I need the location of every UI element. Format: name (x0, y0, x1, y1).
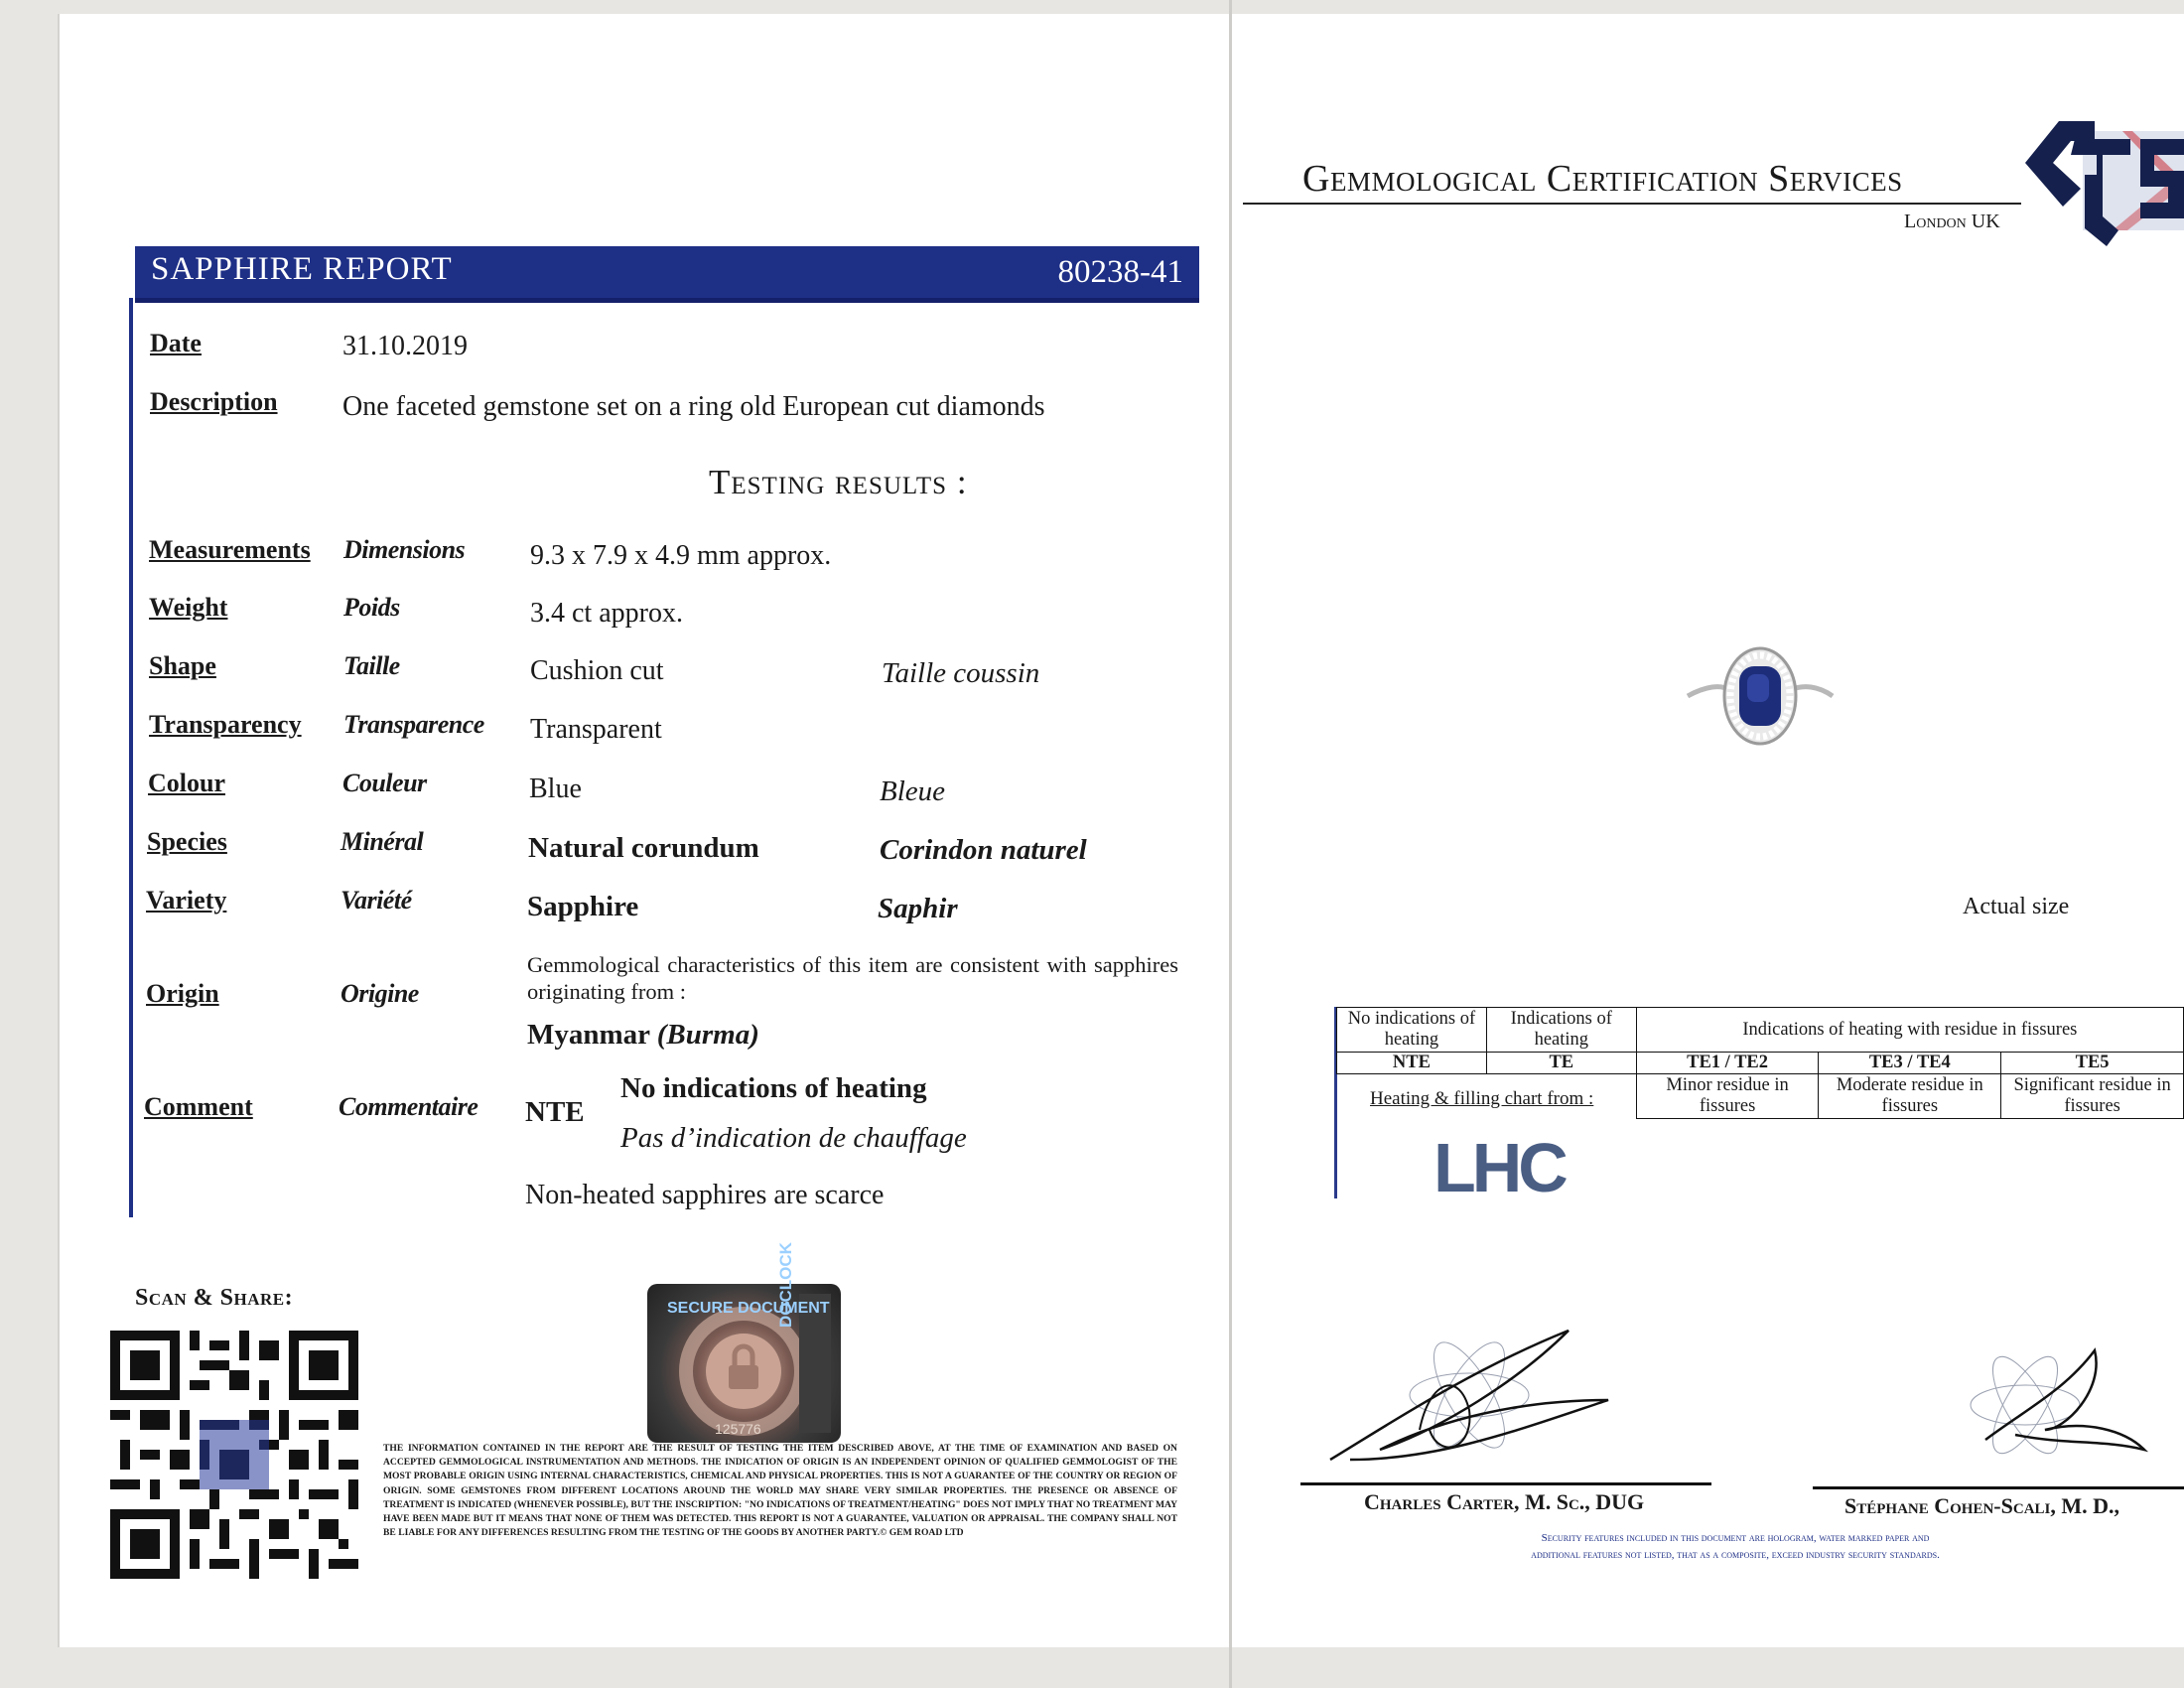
origin-text: Gemmological characteristics of this item are consistent with sapphires originating from : (527, 952, 1178, 1004)
lab-location: London UK (1904, 211, 2000, 232)
actual-size-label: Actual size (1963, 894, 2070, 919)
heat-chart-link[interactable]: Heating & filling chart from : (1370, 1088, 1594, 1109)
signatory-2-name: Stéphane Cohen-Scali, M. D., (1844, 1493, 2120, 1518)
comment-label-fr: Commentaire (339, 1092, 478, 1121)
origin-label-en: Origin (146, 979, 219, 1008)
heat-code-te3: TE3 / TE4 (1819, 1053, 2001, 1074)
report-header-bar (135, 246, 1199, 303)
row-label-en: Shape (149, 651, 216, 680)
row-value: 3.4 ct approx. (530, 598, 683, 629)
heat-code-te1: TE1 / TE2 (1636, 1053, 1819, 1074)
row-value-fr: Corindon naturel (880, 834, 1087, 866)
report-title: SAPPHIRE REPORT (151, 251, 453, 287)
row-label-fr: Variété (341, 886, 412, 914)
hologram-brand: DOCLOCK (776, 1242, 795, 1328)
origin-label-fr: Origine (341, 979, 419, 1008)
row-value: Cushion cut (530, 655, 664, 686)
heat-code-nte: NTE (1337, 1053, 1487, 1074)
signature-line-1 (1300, 1482, 1711, 1485)
row-value: Natural corundum (528, 832, 759, 864)
comment-code: NTE (525, 1096, 585, 1128)
heat-desc-minor: Minor residue in fissures (1636, 1074, 1819, 1119)
origin-country-name: Myanmar (527, 1019, 650, 1051)
row-label-en: Transparency (149, 710, 302, 739)
signature-cohen-scali (1946, 1331, 2164, 1479)
heat-desc-moderate: Moderate residue in fissures (1819, 1074, 2001, 1119)
testing-results-heading: Testing results : (709, 463, 968, 501)
report-number: 80238-41 (1057, 254, 1183, 290)
security-note: Security features included in this document are hologram, water marked paper and additional features not listed, that as a composite, exceed industry security standards. (1531, 1532, 1940, 1561)
row-label-en: Variety (146, 886, 227, 914)
row-label-fr: Dimensions (343, 535, 466, 564)
row-label-en: Measurements (149, 535, 311, 564)
row-value: Sapphire (527, 891, 639, 922)
row-value-fr: Saphir (878, 893, 958, 924)
row-value: Blue (529, 774, 582, 804)
row-label-fr: Transparence (343, 710, 484, 739)
heat-header-residue: Indications of heating with residue in fissures (1636, 1008, 2183, 1053)
lab-name: Gemmological Certification Services (1302, 158, 1903, 200)
disclaimer: THE INFORMATION CONTAINED IN THE REPORT ARE THE RESULT OF TESTING THE ITEM DESCRIBED ABOVE, AT THE TIME OF EXAMINATION AND BASED ON ACCEPTED GEMMOLOGICAL INSTRUMENTATION AND METHODS. THE INDICATION OF ORIGIN IS AN INDEPENDENT OPINION OF QUALIFIED GEMMOLOGIST OF THE MOST PROBABLE ORIGIN USING INTERNAL CHARACTERISTICS, CHEMICAL AND PHYSICAL PROPERTIES. THIS IS NOT A GUARANTEE OF THE COUNTRY OR REGION OF ORIGIN. SOME GEMSTONES FROM DIFFERENT LOCATIONS AROUND THE WORLD MAY SHARE VERY SIMILAR PROPERTIES. THE PRESENCE OR ABSENCE OF TREATMENT IS INDICATED (WHENEVER POSSIBLE), BUT THE INSCRIPTION: "NO INDICATIONS OF TREATMENT/HEATING" DOES NOT IMPLY THAT NO TREATMENT MAY HAVE BEEN MADE BUT IT MEANS THAT NONE OF THEM WAS DETECTED. THIS REPORT IS NOT A GUARANTEE, VALUATION OR APPRAISAL. THE COMPANY SHALL NOT BE LIABLE FOR ANY DIFFERENCES RESULTING FROM THE TESTING OF THE GOODS BY ANOTHER PARTY.© GEM ROAD LTD (383, 1443, 1177, 1539)
heat-header-nte: No indications of heating (1337, 1008, 1487, 1053)
row-value: Transparent (530, 714, 662, 745)
lhc-logo: LHC (1433, 1129, 1565, 1206)
row-label-en: Weight (149, 593, 228, 622)
row-label-fr: Poids (343, 593, 400, 622)
doclock-hologram (647, 1242, 841, 1443)
row-value-fr: Taille coussin (882, 657, 1040, 689)
row-value-fr: Bleue (880, 775, 946, 807)
origin-country-alt: (Burma) (656, 1019, 759, 1051)
heat-code-te5: TE5 (2001, 1053, 2184, 1074)
row-label-fr: Minéral (341, 827, 424, 856)
heat-desc-significant: Significant residue in fissures (2001, 1074, 2184, 1119)
origin-country (527, 1019, 759, 1052)
description-value: One faceted gemstone set on a ring old European cut diamonds (342, 391, 1045, 422)
report-margin-line (129, 298, 133, 1217)
signature-line-2 (1813, 1486, 2184, 1489)
row-value: 9.3 x 7.9 x 4.9 mm approx. (530, 540, 832, 571)
heat-header-te: Indications of heating (1486, 1008, 1636, 1053)
row-label-fr: Couleur (342, 769, 427, 797)
heat-code-te: TE (1486, 1053, 1636, 1074)
description-label: Description (150, 387, 278, 416)
hologram-serial: 125776 (715, 1421, 761, 1437)
page-fold (1229, 0, 1232, 1688)
lab-name-rule (1243, 203, 2021, 205)
signature-carter (1320, 1311, 1618, 1479)
comment-line-fr: Pas d’indication de chauffage (620, 1122, 967, 1154)
comment-line-en: No indications of heating (620, 1072, 927, 1104)
row-label-en: Species (147, 827, 227, 856)
comment-label-en: Comment (144, 1092, 253, 1121)
row-label-fr: Taille (343, 651, 400, 680)
scan-share-label: Scan & Share: (135, 1285, 294, 1311)
gcs-logo-icon (2023, 111, 2184, 246)
signatory-1-name: Charles Carter, M. Sc., DUG (1364, 1489, 1645, 1514)
row-label-en: Colour (148, 769, 225, 797)
date-label: Date (150, 329, 202, 357)
date-value: 31.10.2019 (342, 331, 468, 361)
hologram-ring-text: SECURE DOCUMENT (667, 1300, 830, 1317)
comment-note: Non-heated sapphires are scarce (525, 1180, 885, 1210)
ring-photo (1686, 640, 1835, 752)
qr-code[interactable] (110, 1331, 358, 1579)
